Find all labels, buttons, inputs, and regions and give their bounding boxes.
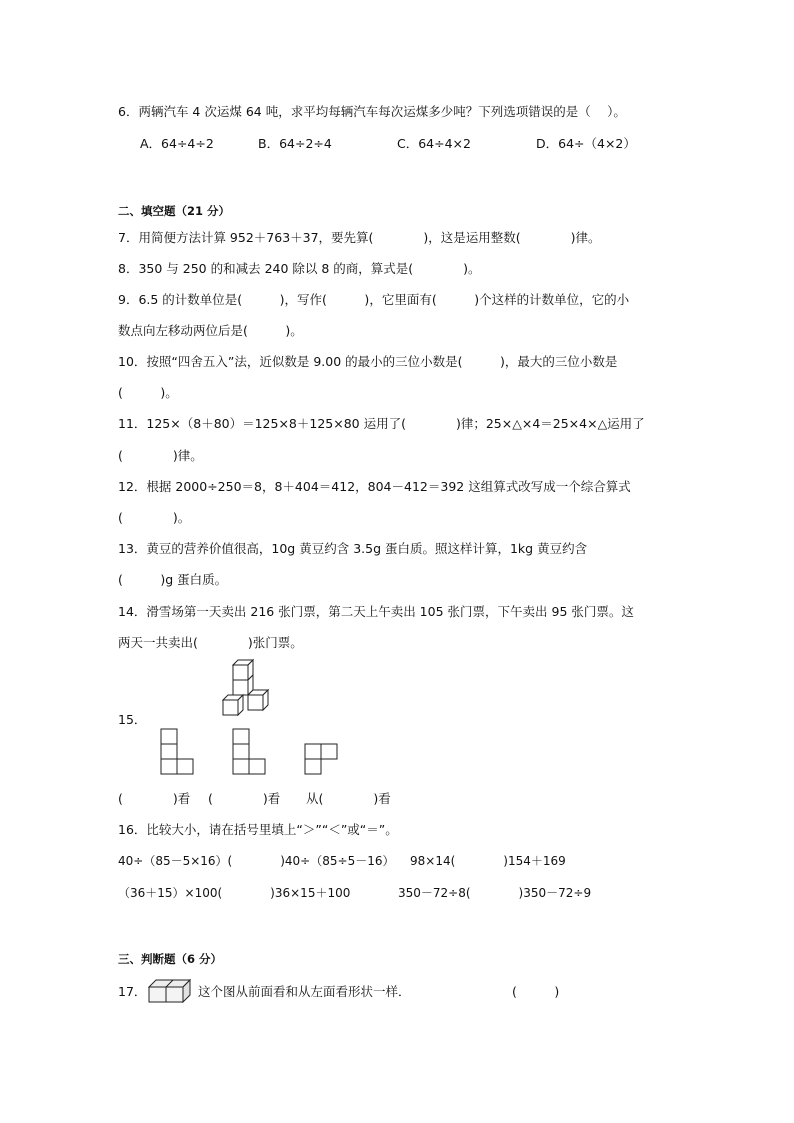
cube-solid-figure [215, 655, 275, 721]
q17-number: 17． [118, 984, 147, 999]
section-title-fill-in: 二、填空题（21 分） [118, 204, 231, 218]
q14-line1: 14．滑雪场第一天卖出 216 张门票，第二天上午卖出 105 张门票，下午卖出 95 张门票。这 [118, 604, 634, 619]
q13-line2: ( )g 蛋白质。 [118, 572, 228, 587]
q17-statement: 这个图从前面看和从左面看形状一样． [198, 984, 411, 999]
q17-answer-blank[interactable]: ( ) [512, 984, 560, 999]
q15-number: 15． [118, 712, 147, 727]
q11-line1: 11．125×（8＋80）＝125×8＋125×80 运用了( )律；25×△×4＝25×4×△运用了 [118, 416, 645, 431]
q12-line2: ( )。 [118, 510, 191, 525]
q16-title: 16．比较大小，请在括号里填上“＞”“＜”或“＝”。 [118, 822, 398, 837]
view-shape-2 [232, 728, 266, 776]
q11-line2: ( )律。 [118, 448, 203, 463]
q16-compare-2a[interactable]: （36＋15）×100( )36×15＋100 [118, 886, 351, 900]
q10-line2: ( )。 [118, 385, 178, 400]
q14-line2: 两天一共卖出( )张门票。 [118, 635, 303, 650]
q15-answer-1[interactable]: ( )看 [118, 791, 191, 806]
q6-option-d[interactable]: D．64÷（4×2） [536, 136, 636, 151]
q6-option-a[interactable]: A．64÷4÷2 [140, 136, 214, 151]
view-shape-1 [160, 728, 194, 776]
q8-text: 8．350 与 250 的和减去 240 除以 8 的商，算式是( )。 [118, 261, 481, 276]
q16-compare-2b[interactable]: 350－72÷8( )350－72÷9 [398, 886, 592, 900]
q10-line1: 10．按照“四舍五入”法，近似数是 9.00 的最小的三位小数是( )，最大的三位小数是 [118, 354, 618, 369]
q16-compare-1a[interactable]: 40÷（85－5×16）( )40÷（85÷5－16） [118, 854, 395, 868]
q13-line1: 13．黄豆的营养价值很高，10g 黄豆约含 3.5g 蛋白质。照这样计算，1kg 黄豆约含 [118, 541, 588, 556]
cuboid-figure [147, 977, 193, 1003]
q6-option-b[interactable]: B．64÷2÷4 [258, 136, 332, 151]
q6-stem: 6．两辆汽车 4 次运煤 64 吨，求平均每辆汽车每次运煤多少吨？下列选项错误的是（ ）。 [118, 104, 626, 119]
q9-line1: 9．6.5 的计数单位是( )，写作( )，它里面有( )个这样的计数单位，它的小 [118, 292, 630, 307]
q15-answer-3[interactable]: 从( )看 [306, 791, 391, 806]
section-title-judgement: 三、判断题（6 分） [118, 952, 223, 966]
view-shape-3 [304, 743, 338, 776]
q15-answer-2[interactable]: ( )看 [208, 791, 281, 806]
q16-compare-1b[interactable]: 98×14( )154＋169 [410, 854, 566, 868]
q7-text: 7．用简便方法计算 952＋763＋37，要先算( )，这是运用整数( )律。 [118, 230, 601, 245]
q9-line2: 数点向左移动两位后是( )。 [118, 323, 303, 338]
q6-option-c[interactable]: C．64÷4×2 [397, 136, 471, 151]
q12-line1: 12．根据 2000÷250＝8，8＋404＝412，804－412＝392 这组算式改写成一个综合算式 [118, 479, 631, 494]
